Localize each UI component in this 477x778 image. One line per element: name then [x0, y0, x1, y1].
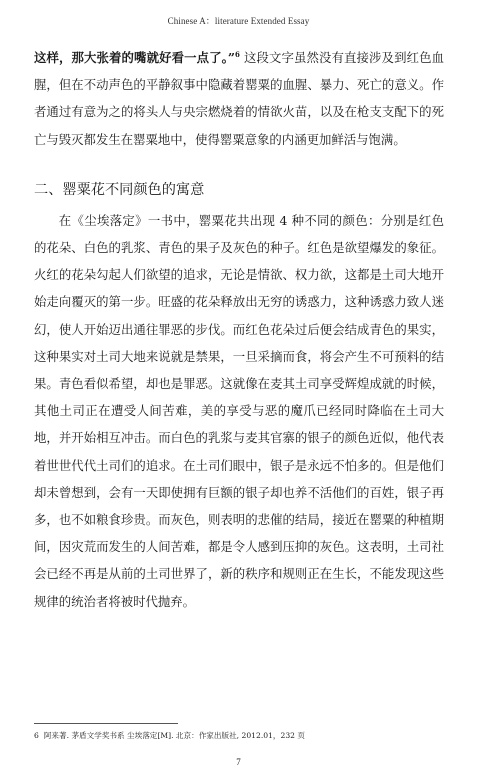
- intro-paragraph: [34, 44, 444, 153]
- section-heading: 二、罂粟花不同颜色的寓意: [34, 181, 205, 198]
- quoted-lead: 这样，那大张着的嘴就好看一点了。”: [34, 50, 236, 65]
- page-number: 7: [236, 757, 241, 767]
- footnote: [34, 730, 454, 741]
- intro-text: 这段文字虽然没有直接涉及到红色血腥，但在不动声色的平静叙事中隐藏着罂粟的血腥、暴力、死亡的意义。作者通过有意为之的将头人与央宗燃烧着的情欲火苗，以及在枪支支配下的死亡与毁灭都发生在罂粟地中，使得罂粟意象的内涵更加鲜活与饱满。: [34, 50, 444, 147]
- body-content: [34, 44, 444, 615]
- footnote-divider: [34, 723, 178, 724]
- footnote-reference[interactable]: 6: [235, 49, 240, 59]
- section-paragraph: 在《尘埃落定》一书中，罂粟花共出现 4 种不同的颜色：分别是红色的花朵、白色的乳浆、青色的果子及灰色的种子。红色是欲望爆发的象征。火红的花朵勾起人们欲望的追求，无论是情欲、权力欲，这都是土司大地开始走向覆灭的第一步。旺盛的花朵释放出无穷的诱惑力，这种诱惑力致人迷幻，使人开始迈出通往罪恶的步伐。而红色花朵过后便会结成青色的果实，这种果实对土司大地来说就是禁果，一旦采摘而食，将会产生不可预料的结果。青色看似希望，却也是罪恶。这就像在麦其土司享受辉煌成就的时候，其他土司正在遭受人间苦难，美的享受与恶的魔爪已经同时降临在土司大地，并开始相互冲击。而白色的乳浆与麦其官寨的银子的颜色近似，他代表着世世代代土司们的追求。在土司们眼中，银子是永远不怕多的。但是他们却未曾想到，会有一天即使拥有巨额的银子却也养不活他们的百姓，银子再多，也不如粮食珍贵。而灰色，则表明的悲催的结局，接近在罂粟的种植期间，因灾荒而发生的人间苦难，都是令人感到压抑的灰色。这表明，土司社会已经不再是从前的土司世界了，新的秩序和规则正在生长，不能发现这些规律的统治者将被时代抛弃。: [34, 212, 444, 609]
- footnote-text: 阿来著. 茅盾文学奖书系 尘埃落定[M]. 北京：作家出版社, 2012.01，232 页: [43, 731, 305, 740]
- footnote-number: 6: [34, 731, 39, 740]
- running-header: Chinese A：literature Extended Essay: [167, 16, 310, 26]
